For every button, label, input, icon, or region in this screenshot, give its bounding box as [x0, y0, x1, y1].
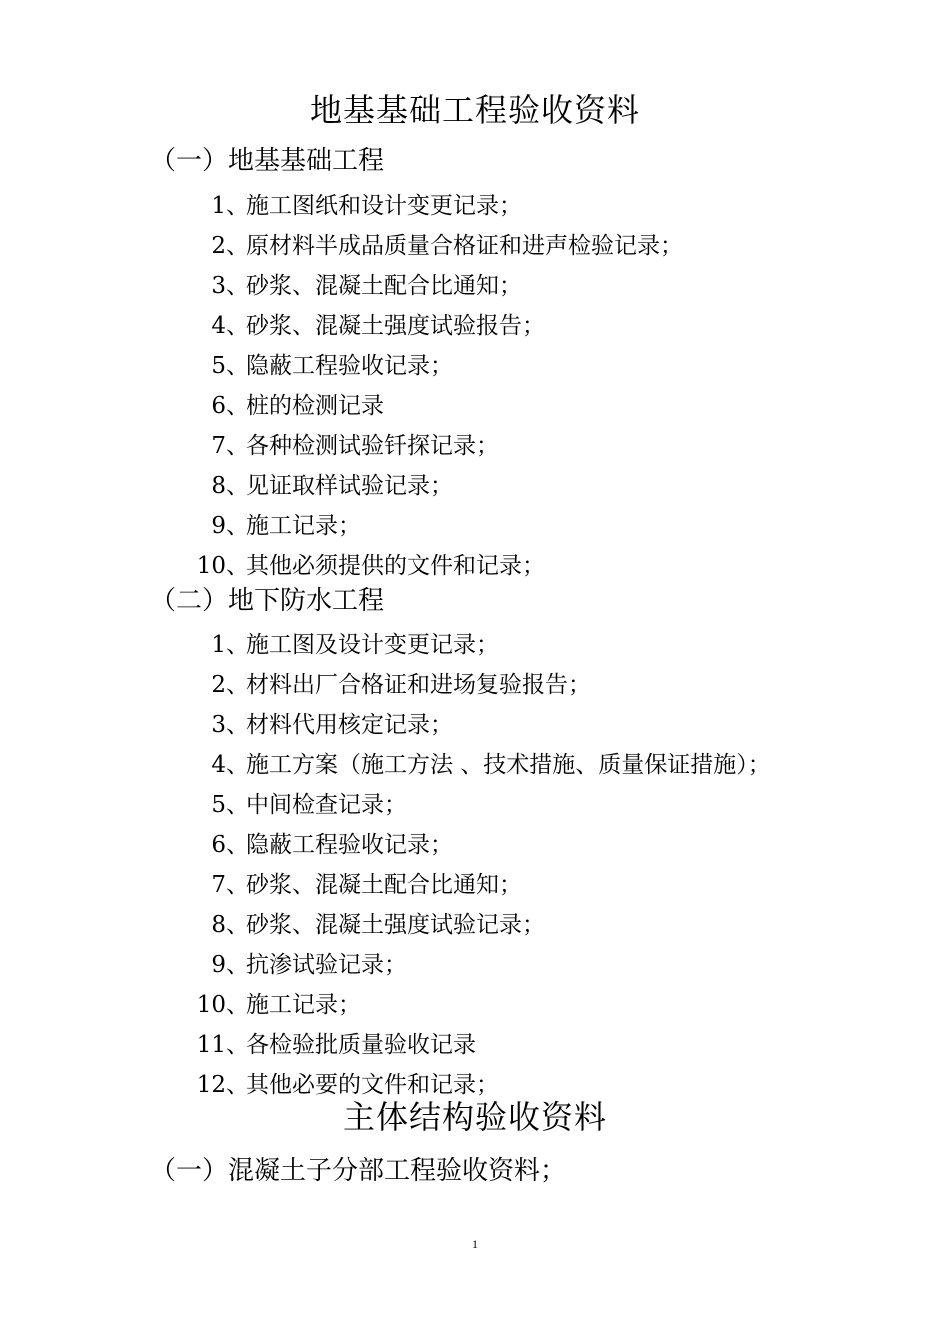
- item-number: 4: [211, 313, 226, 339]
- item-separator: 、: [226, 553, 249, 579]
- item-text: 各检验批质量验收记录: [246, 1032, 476, 1058]
- foundation-item: [160, 429, 920, 463]
- item-text: 施工记录；: [246, 992, 361, 1018]
- item-number: 5: [211, 353, 226, 379]
- item-text: 其他必须提供的文件和记录；: [246, 553, 545, 579]
- waterproofing-item: [160, 828, 920, 862]
- item-number: 8: [211, 912, 226, 938]
- item-number: 2: [211, 233, 226, 259]
- section-heading-concrete: （一）混凝土子分部工程验收资料；: [150, 1156, 567, 1186]
- item-number: 8: [211, 473, 226, 499]
- item-text: 见证取样试验记录；: [246, 473, 453, 499]
- foundation-item: [160, 509, 920, 543]
- item-number: 10: [196, 992, 226, 1018]
- page-number: 1: [472, 1237, 478, 1251]
- item-separator: 、: [226, 832, 249, 858]
- item-separator: 、: [226, 233, 249, 259]
- item-number: 7: [211, 433, 226, 459]
- item-number: 11: [196, 1032, 226, 1058]
- item-separator: 、: [226, 952, 249, 978]
- item-number: 7: [211, 872, 226, 898]
- item-separator: 、: [226, 712, 249, 738]
- item-text: 材料代用核定记录；: [246, 712, 453, 738]
- item-text: 砂浆、混凝土配合比通知；: [246, 273, 522, 299]
- item-text: 中间检查记录；: [246, 792, 407, 818]
- item-text: 隐蔽工程验收记录；: [246, 832, 453, 858]
- item-separator: 、: [226, 433, 249, 459]
- item-separator: 、: [226, 992, 249, 1018]
- item-text: 砂浆、混凝土配合比通知；: [246, 872, 522, 898]
- item-text: 材料出厂合格证和进场复验报告；: [246, 672, 591, 698]
- section-heading-foundation: （一）地基基础工程: [150, 146, 385, 176]
- item-separator: 、: [226, 313, 249, 339]
- item-text: 各种检测试验钎探记录；: [246, 433, 499, 459]
- item-separator: 、: [226, 672, 249, 698]
- item-text: 施工记录；: [246, 513, 361, 539]
- item-separator: 、: [226, 513, 249, 539]
- waterproofing-item: [160, 988, 920, 1022]
- item-separator: 、: [226, 872, 249, 898]
- item-separator: 、: [226, 912, 249, 938]
- item-separator: 、: [226, 1032, 249, 1058]
- waterproofing-item: [160, 748, 920, 782]
- item-number: 6: [211, 393, 226, 419]
- document-title-main-structure: 主体结构验收资料: [342, 1098, 607, 1136]
- foundation-item: [160, 269, 920, 303]
- item-text: 施工方案（施工方法 、技术措施、质量保证措施）；: [246, 752, 771, 778]
- item-number: 5: [211, 792, 226, 818]
- foundation-item: [160, 389, 920, 423]
- item-separator: 、: [226, 632, 249, 658]
- item-separator: 、: [226, 273, 249, 299]
- item-separator: 、: [226, 193, 249, 219]
- item-text: 其他必要的文件和记录；: [246, 1072, 499, 1098]
- item-number: 9: [211, 513, 226, 539]
- document-title-foundation: 地基基础工程验收资料: [309, 91, 640, 129]
- waterproofing-item: [160, 788, 920, 822]
- item-number: 2: [211, 672, 226, 698]
- foundation-item: [160, 309, 920, 343]
- foundation-item: [160, 549, 920, 583]
- waterproofing-item: [160, 948, 920, 982]
- waterproofing-item: [160, 1028, 920, 1062]
- item-separator: 、: [226, 353, 249, 379]
- item-text: 施工图纸和设计变更记录；: [246, 193, 522, 219]
- foundation-item: [160, 189, 920, 223]
- waterproofing-item: [160, 668, 920, 702]
- item-number: 3: [211, 712, 226, 738]
- item-text: 抗渗试验记录；: [246, 952, 407, 978]
- item-separator: 、: [226, 1072, 249, 1098]
- item-separator: 、: [226, 752, 249, 778]
- item-number: 9: [211, 952, 226, 978]
- foundation-item: [160, 229, 920, 263]
- item-text: 砂浆、混凝土强度试验报告；: [246, 313, 545, 339]
- item-text: 隐蔽工程验收记录；: [246, 353, 453, 379]
- waterproofing-item: [160, 628, 920, 662]
- foundation-item: [160, 469, 920, 503]
- item-number: 10: [196, 553, 226, 579]
- foundation-item: [160, 349, 920, 383]
- item-separator: 、: [226, 473, 249, 499]
- item-number: 4: [211, 752, 226, 778]
- item-separator: 、: [226, 393, 249, 419]
- waterproofing-item: [160, 868, 920, 902]
- item-text: 原材料半成品质量合格证和进声检验记录；: [246, 233, 683, 259]
- waterproofing-item: [160, 708, 920, 742]
- item-text: 施工图及设计变更记录；: [246, 632, 499, 658]
- waterproofing-item: [160, 908, 920, 942]
- section-heading-underground-waterproofing: （二）地下防水工程: [150, 586, 385, 616]
- item-text: 桩的检测记录: [246, 393, 384, 419]
- item-number: 6: [211, 832, 226, 858]
- item-separator: 、: [226, 792, 249, 818]
- item-text: 砂浆、混凝土强度试验记录；: [246, 912, 545, 938]
- item-number: 12: [196, 1072, 226, 1098]
- item-number: 1: [211, 193, 226, 219]
- item-number: 1: [211, 632, 226, 658]
- item-number: 3: [211, 273, 226, 299]
